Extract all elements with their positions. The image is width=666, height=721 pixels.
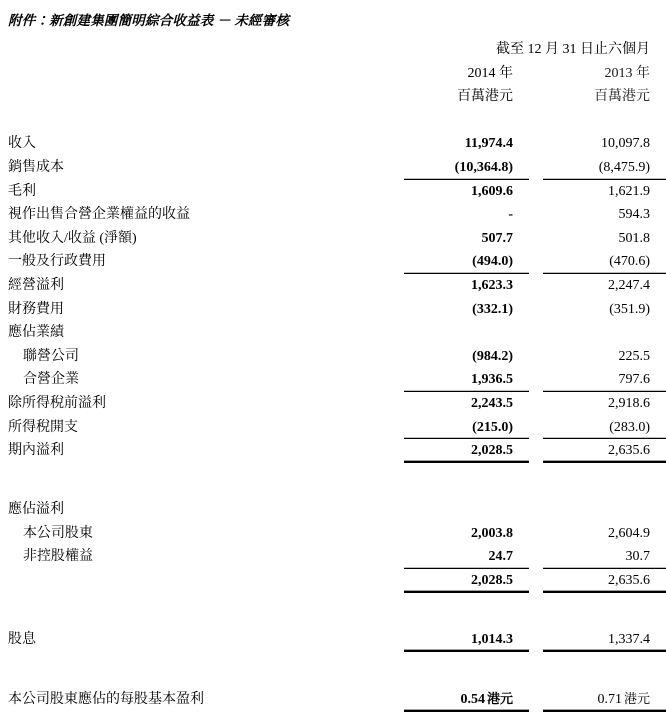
table-header-unit-row bbox=[0, 85, 666, 109]
spacer-cell bbox=[529, 274, 543, 298]
value-basic-eps-2013-unit: 港元 bbox=[624, 691, 651, 707]
spacer-cell bbox=[529, 180, 543, 204]
table-row bbox=[0, 250, 666, 274]
spacer-cell bbox=[529, 416, 543, 440]
value-basic-eps-2014 bbox=[404, 687, 529, 712]
row-label-admin-expenses: 一般及行政費用 bbox=[8, 254, 106, 270]
column-header-period: 截至 12 月 31 日止六個月 bbox=[496, 42, 651, 57]
spacer-cell bbox=[0, 675, 666, 687]
value-profit-for-period-2014: 2,028.5 bbox=[404, 439, 529, 463]
spacer-row bbox=[0, 675, 666, 687]
value-profit-before-tax-2013: 2,918.6 bbox=[608, 395, 651, 411]
value-attributable-profit-2014 bbox=[404, 498, 529, 522]
table-row bbox=[0, 298, 666, 322]
spacer-cell bbox=[0, 593, 666, 617]
spacer-cell bbox=[529, 522, 543, 546]
row-label-finance-costs: 財務費用 bbox=[8, 301, 64, 317]
spacer-cell bbox=[529, 439, 543, 463]
table-row bbox=[0, 687, 666, 712]
value-deemed-disposal-gain-2014: - bbox=[508, 207, 513, 223]
value-gross-profit-2013: 1,621.9 bbox=[608, 183, 651, 199]
table-row bbox=[0, 522, 666, 546]
spacer-cell bbox=[529, 345, 543, 369]
spacer-cell bbox=[0, 85, 404, 109]
table-header-year-row bbox=[0, 62, 666, 86]
spacer-cell bbox=[0, 463, 666, 487]
value-joint-ventures-2013: 797.6 bbox=[543, 368, 666, 392]
row-label-basic-eps: 本公司股東應佔的每股基本盈利 bbox=[8, 692, 204, 708]
spacer-cell bbox=[529, 498, 543, 522]
table-row bbox=[0, 545, 666, 569]
value-attributable-profit-2013 bbox=[543, 498, 666, 522]
row-label-attributable-total bbox=[0, 569, 404, 593]
value-finance-costs-2013: (351.9) bbox=[609, 301, 651, 317]
table-header-period-row bbox=[0, 38, 666, 62]
value-non-controlling-interests-2013: 30.7 bbox=[543, 545, 666, 569]
spacer-cell bbox=[0, 652, 666, 676]
value-operating-profit-2014: 1,623.3 bbox=[471, 277, 513, 293]
value-share-of-results-2014 bbox=[404, 321, 529, 345]
row-label-cost-of-sales: 銷售成本 bbox=[8, 159, 64, 175]
value-profit-for-period-2013: 2,635.6 bbox=[543, 439, 666, 463]
spacer-row bbox=[0, 616, 666, 628]
spacer-cell bbox=[529, 368, 543, 392]
value-non-controlling-interests-2014: 24.7 bbox=[404, 545, 529, 569]
spacer-cell bbox=[529, 62, 543, 86]
value-basic-eps-2013-amount: 0.71 bbox=[597, 692, 623, 708]
spacer-cell bbox=[529, 85, 543, 109]
value-basic-eps-2013 bbox=[543, 687, 666, 712]
value-cost-of-sales-2013: (8,475.9) bbox=[543, 156, 666, 180]
value-attributable-total-2013: 2,635.6 bbox=[543, 569, 666, 593]
row-label-profit-before-tax: 除所得稅前溢利 bbox=[8, 395, 106, 411]
value-company-shareholders-2013: 2,604.9 bbox=[608, 525, 651, 541]
table-row bbox=[0, 416, 666, 440]
spacer-cell bbox=[529, 545, 543, 569]
table-row bbox=[0, 498, 666, 522]
spacer-cell bbox=[529, 687, 543, 712]
row-label-deemed-disposal-gain: 視作出售合營企業權益的收益 bbox=[8, 207, 190, 223]
spacer-row bbox=[0, 486, 666, 498]
value-basic-eps-2014-unit: 港元 bbox=[486, 691, 513, 707]
column-header-year-2013: 2013 年 bbox=[604, 65, 651, 81]
spacer-cell bbox=[529, 250, 543, 274]
value-joint-ventures-2014: 1,936.5 bbox=[404, 368, 529, 392]
spacer-cell bbox=[529, 132, 543, 156]
row-label-revenue: 收入 bbox=[8, 136, 36, 152]
income-statement-table bbox=[0, 38, 666, 712]
value-income-tax-expense-2014: (215.0) bbox=[404, 416, 529, 440]
table-row bbox=[0, 203, 666, 227]
spacer-row bbox=[0, 463, 666, 487]
table-row bbox=[0, 132, 666, 156]
table-row bbox=[0, 345, 666, 369]
value-finance-costs-2014: (332.1) bbox=[472, 301, 513, 317]
row-label-profit-for-period: 期內溢利 bbox=[8, 443, 64, 459]
table-row bbox=[0, 227, 666, 251]
row-label-operating-profit: 經營溢利 bbox=[8, 277, 64, 293]
spacer-cell bbox=[529, 628, 543, 652]
value-dividends-2013: 1,337.4 bbox=[543, 628, 666, 652]
value-profit-before-tax-2014: 2,243.5 bbox=[471, 395, 513, 411]
value-deemed-disposal-gain-2013: 594.3 bbox=[618, 207, 651, 223]
value-operating-profit-2013: 2,247.4 bbox=[608, 277, 651, 293]
value-share-of-results-2013 bbox=[543, 321, 666, 345]
value-revenue-2013: 10,097.8 bbox=[601, 136, 651, 152]
table-row bbox=[0, 392, 666, 416]
spacer-row bbox=[0, 109, 666, 133]
spacer-cell bbox=[0, 109, 666, 133]
spacer-cell bbox=[529, 227, 543, 251]
spacer-cell bbox=[0, 616, 666, 628]
row-label-gross-profit: 毛利 bbox=[8, 183, 36, 199]
column-header-year-2014: 2014 年 bbox=[467, 65, 513, 81]
table-row bbox=[0, 628, 666, 652]
value-cost-of-sales-2014: (10,364.8) bbox=[404, 156, 529, 180]
column-header-unit-2014: 百萬港元 bbox=[457, 89, 513, 105]
row-label-non-controlling-interests: 非控股權益 bbox=[23, 549, 93, 565]
value-other-income-2014: 507.7 bbox=[481, 230, 513, 246]
value-income-tax-expense-2013: (283.0) bbox=[543, 416, 666, 440]
spacer-cell bbox=[0, 62, 404, 86]
spacer-cell bbox=[529, 203, 543, 227]
value-basic-eps-2014-amount: 0.54 bbox=[460, 692, 485, 708]
value-associated-companies-2014: (984.2) bbox=[472, 348, 513, 364]
page-title: 附件：新創建集團簡明綜合收益表 － 未經審核 bbox=[8, 13, 290, 28]
value-revenue-2014: 11,974.4 bbox=[464, 136, 513, 152]
table-row bbox=[0, 321, 666, 345]
spacer-cell bbox=[0, 38, 404, 62]
spacer-row bbox=[0, 593, 666, 617]
row-label-share-of-results: 應佔業績 bbox=[8, 325, 64, 341]
value-associated-companies-2013: 225.5 bbox=[618, 348, 651, 364]
table-row bbox=[0, 439, 666, 463]
row-label-attributable-profit: 應佔溢利 bbox=[8, 502, 64, 518]
table-row bbox=[0, 569, 666, 593]
table-row bbox=[0, 156, 666, 180]
row-label-other-income: 其他收入/收益 (淨額) bbox=[8, 230, 137, 246]
spacer-cell bbox=[529, 569, 543, 593]
value-admin-expenses-2014: (494.0) bbox=[404, 250, 529, 274]
spacer-cell bbox=[529, 298, 543, 322]
column-header-unit-2013: 百萬港元 bbox=[594, 89, 651, 105]
value-admin-expenses-2013: (470.6) bbox=[543, 250, 666, 274]
value-attributable-total-2014: 2,028.5 bbox=[404, 569, 529, 593]
spacer-cell bbox=[529, 321, 543, 345]
value-dividends-2014: 1,014.3 bbox=[404, 628, 529, 652]
row-label-income-tax-expense: 所得稅開支 bbox=[8, 419, 78, 435]
spacer-cell bbox=[0, 486, 666, 498]
table-row bbox=[0, 180, 666, 204]
row-label-associated-companies: 聯營公司 bbox=[23, 348, 79, 364]
value-other-income-2013: 501.8 bbox=[618, 230, 651, 246]
spacer-row bbox=[0, 652, 666, 676]
value-gross-profit-2014: 1,609.6 bbox=[471, 183, 513, 199]
row-label-joint-ventures: 合營企業 bbox=[23, 372, 79, 388]
table-row bbox=[0, 274, 666, 298]
value-company-shareholders-2014: 2,003.8 bbox=[471, 525, 513, 541]
row-label-dividends: 股息 bbox=[8, 632, 36, 648]
row-label-company-shareholders: 本公司股東 bbox=[23, 525, 93, 541]
table-row bbox=[0, 368, 666, 392]
spacer-cell bbox=[529, 392, 543, 416]
spacer-cell bbox=[529, 156, 543, 180]
